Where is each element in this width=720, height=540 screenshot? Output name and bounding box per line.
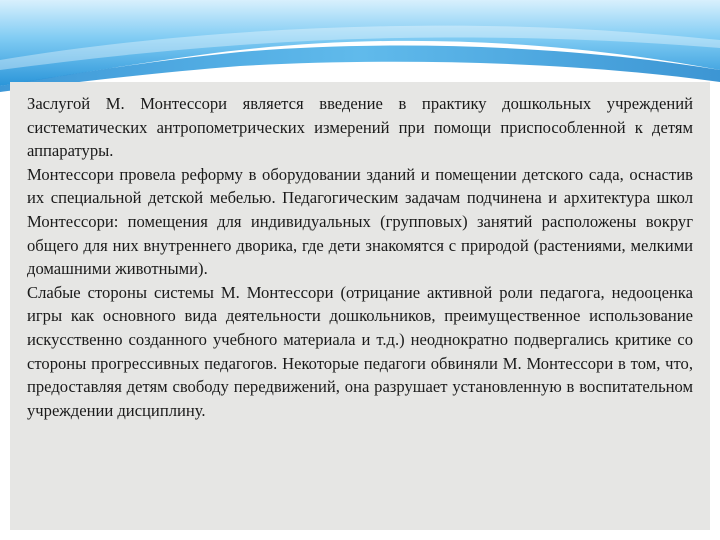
text-body bbox=[27, 92, 693, 422]
paragraph-montessori-weaknesses: Слабые стороны системы М. Монтессори (отрицание активной роли педагога, недооценка игры как основного вида деятельности дошкольников, преимущественное использование искусственно созданного учебного материала и т.д.) неоднократно подвергались критике со стороны прогрессивных педагогов. Некоторые педагоги обвиняли М. Монтессори в том, что, предоставляя детям свободу передвижений, она разрушает установленную в воспитательном учреждении дисциплину. bbox=[27, 282, 693, 420]
paragraph-montessori-merit: Заслугой М. Монтессори является введение в практику дошкольных учреждений систематических антропометрических измерений при помощи приспособленной к детям аппаратуры. bbox=[27, 94, 693, 161]
paragraph-montessori-reform: Монтессори провела реформу в оборудовании зданий и помещении детского сада, оснастив их специальной детской мебелью. Педагогическим задачам подчинена и архитектура школ Монтессори: помещения для индивидуальных (групповых) занятий расположены вокруг общего для них внутреннего дворика, где дети знакомятся с природой (растениями, мелкими домашними животными). bbox=[27, 164, 693, 279]
